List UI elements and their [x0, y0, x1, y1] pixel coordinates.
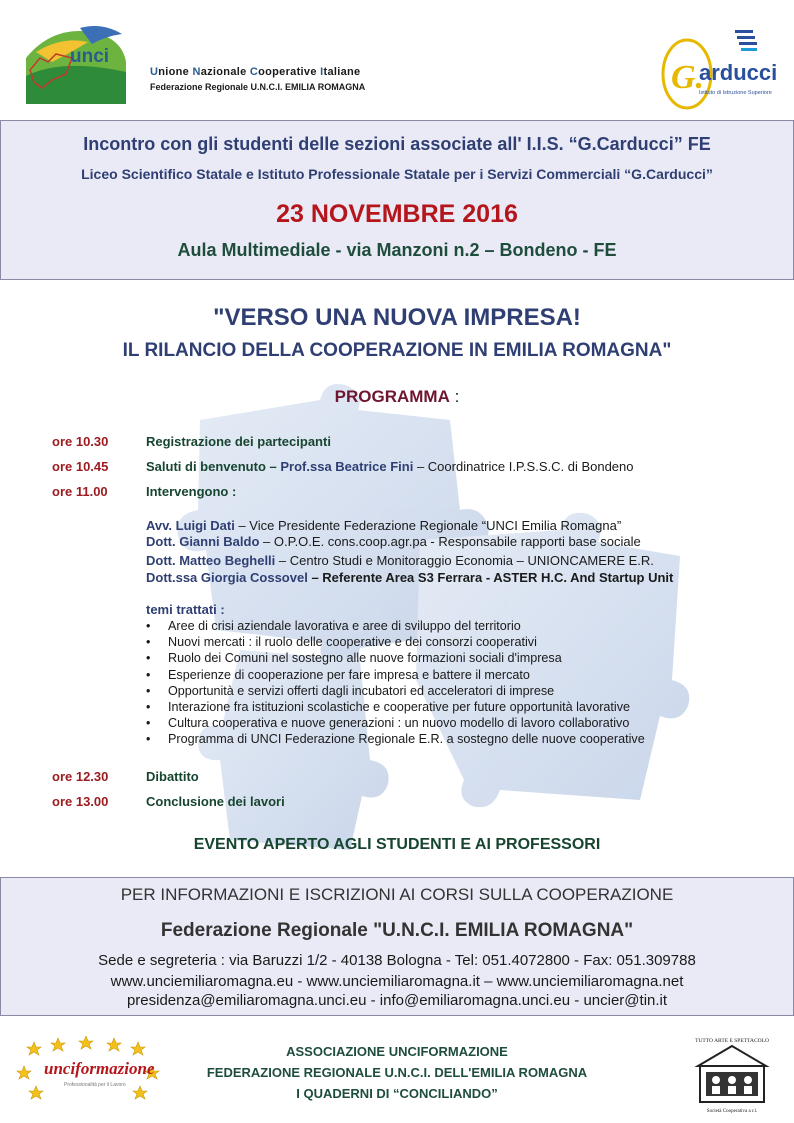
org-name: Unione Nazionale Cooperative Italiane — [150, 66, 361, 78]
open-event-notice: EVENTO APERTO AGLI STUDENTI E AI PROFESSORI — [193, 836, 601, 853]
info-organization: Federazione Regionale "U.N.C.I. EMILIA ROMAGNA" — [160, 920, 634, 941]
program-heading: PROGRAMMA : — [334, 387, 460, 406]
program-time: ore 13.00 — [52, 794, 109, 809]
info-websites[interactable]: www.unciemiliaromagna.eu - www.unciemiliaromagna.it – www.unciemiliaromagna.net — [110, 973, 684, 990]
carducci-logo-name: arducci — [699, 60, 777, 85]
speaker-name: Dott. Matteo Beghelli — [146, 553, 276, 568]
topic-item: • Interazione fra istituzioni scolastiche e cooperative per future opportunità lavorative — [146, 699, 645, 715]
org-subtitle: Federazione Regionale U.N.C.I. EMILIA ROMAGNA — [150, 82, 366, 92]
topic-item: • Programma di UNCI Federazione Regionale E.R. a sostegno delle nuove cooperative — [146, 731, 645, 747]
topic-item: • Ruolo dei Comuni nel sostegno alle nuove formazioni sociali d'impresa — [146, 650, 645, 666]
footer-line-2: FEDERAZIONE REGIONALE U.N.C.I. DELL'EMILIA ROMAGNA — [206, 1065, 588, 1080]
program-heading-text: PROGRAMMA — [334, 387, 450, 406]
footer-line-3: I QUADERNI DI “CONCILIANDO” — [296, 1086, 498, 1101]
topic-item: • Cultura cooperativa e nuove generazioni : un nuovo modello di lavoro collaborativo — [146, 715, 645, 731]
topic-item: • Esperienze di cooperazione per fare impresa e battere il mercato — [146, 667, 645, 683]
info-address: Sede e segreteria : via Baruzzi 1/2 - 40138 Bologna - Tel: 051.4072800 - Fax: 051.309788 — [98, 952, 696, 969]
program-activity: Conclusione dei lavori — [146, 794, 285, 809]
unci-logo-text: unci — [70, 46, 110, 67]
speaker-role: – Centro Studi e Monitoraggio Economia – UNIONCAMERE E.R. — [275, 553, 654, 568]
topic-item: • Nuovi mercati : il ruolo delle cooperative e dei consorzi cooperativi — [146, 634, 645, 650]
program-activity: Saluti di benvenuto – Prof.ssa Beatrice Fini – Coordinatrice I.P.S.S.C. di Bondeno — [146, 459, 634, 474]
speaker-line — [146, 570, 673, 585]
program-activity: Dibattito — [146, 769, 199, 784]
speaker-role: – O.P.O.E. cons.coop.agr.pa - Responsabile rapporti base sociale — [259, 534, 641, 549]
program-time: ore 10.45 — [52, 459, 109, 474]
unci-logo — [22, 18, 130, 104]
main-title-line-2: IL RILANCIO DELLA COOPERAZIONE IN EMILIA ROMAGNA" — [122, 340, 672, 361]
program-time: ore 12.30 — [52, 769, 109, 784]
topics-list — [146, 618, 645, 748]
ttt-logo-caption: Società Cooperativa a r.l. — [706, 1109, 758, 1114]
unciformazione-logo-tagline: Professionalità per il Lavoro — [64, 1082, 126, 1088]
event-place: Aula Multimediale - via Manzoni n.2 – Bondeno - FE — [177, 240, 617, 260]
event-date: 23 NOVEMBRE 2016 — [276, 200, 518, 228]
info-heading: PER INFORMAZIONI E ISCRIZIONI AI CORSI SULLA COOPERAZIONE — [120, 885, 674, 904]
speaker-role: – Referente Area S3 Ferrara - ASTER H.C. And Startup Unit — [307, 570, 674, 585]
speaker-name: Avv. Luigi Dati — [146, 518, 235, 533]
speaker-role: – Coordinatrice I.P.S.S.C. di Bondeno — [413, 459, 634, 474]
carducci-logo-initial: G. — [671, 59, 705, 96]
unciformazione-logo-name: unciformazione — [44, 1059, 155, 1078]
program-time: ore 10.30 — [52, 434, 109, 449]
program-activity: Registrazione dei partecipanti — [146, 434, 331, 449]
ttt-logo-title: TUTTO ARTE E SPETTACOLO — [695, 1038, 769, 1044]
program-activity: Intervengono : — [146, 484, 237, 499]
speaker-name: Dott. Gianni Baldo — [146, 534, 260, 549]
page-header — [0, 0, 794, 120]
topic-item: • Aree di crisi aziendale lavorativa e aree di sviluppo del territorio — [146, 618, 645, 634]
carducci-logo — [657, 22, 777, 112]
speaker-name: Dott.ssa Giorgia Cossovel — [146, 570, 308, 585]
carducci-logo-tagline: Istituto di Istruzione Superiore — [699, 90, 772, 96]
tutto-arte-spettacolo-logo — [692, 1034, 772, 1116]
speaker-line — [146, 518, 621, 533]
topic-item: • Opportunità e servizi offerti dagli incubatori ed acceleratori di imprese — [146, 683, 645, 699]
speaker-role: – Vice Presidente Federazione Regionale “UNCI Emilia Romagna” — [234, 518, 622, 533]
event-line-2: Liceo Scientifico Statale e Istituto Professionale Statale per i Servizi Commerciali “G.Carducci” — [81, 166, 713, 182]
speaker-line — [146, 534, 641, 549]
event-line-1: Incontro con gli studenti delle sezioni associate all' I.I.S. “G.Carducci” FE — [83, 134, 711, 154]
footer-line-1: ASSOCIAZIONE UNCIFORMAZIONE — [286, 1044, 508, 1059]
main-title-line-1: "VERSO UNA NUOVA IMPRESA! — [213, 304, 581, 331]
info-emails[interactable]: presidenza@emiliaromagna.unci.eu - info@emiliaromagna.unci.eu - uncier@tin.it — [126, 992, 668, 1009]
topics-heading: temi trattati : — [146, 602, 225, 617]
program-time: ore 11.00 — [52, 484, 108, 499]
speaker-line — [146, 553, 654, 568]
speaker-name: Prof.ssa Beatrice Fini — [280, 459, 414, 474]
